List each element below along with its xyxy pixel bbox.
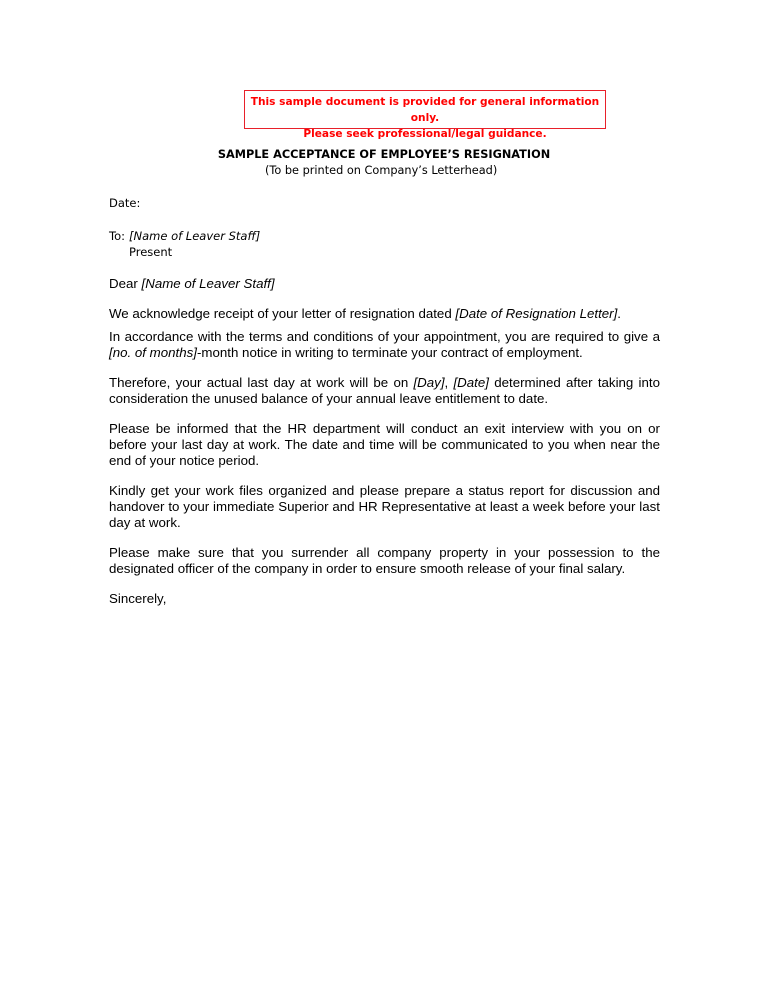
p3-text: Therefore, your actual last day at work will be on bbox=[109, 375, 414, 390]
paragraph-4: Please be informed that the HR department will conduct an exit interview with you on or before your last day at work. The date and time will be communicated to you when near the end of your notice period. bbox=[109, 421, 660, 468]
p3-sep: , bbox=[444, 375, 454, 390]
paragraph-2 bbox=[109, 329, 660, 361]
paragraph-3 bbox=[109, 375, 660, 407]
paragraph-1 bbox=[109, 306, 660, 322]
p3-day: [Day] bbox=[413, 375, 445, 390]
salutation-name: [Name of Leaver Staff] bbox=[141, 276, 275, 291]
disclaimer-line-2: Please seek professional/legal guidance. bbox=[303, 128, 547, 140]
disclaimer-line-1: This sample document is provided for general information only. bbox=[250, 96, 600, 124]
p2-placeholder: [no. of months] bbox=[109, 345, 197, 360]
p3-end: determined after taking into consideration the unused balance of your annual leave entitlement to date. bbox=[109, 375, 660, 406]
recipient-name: [Name of Leaver Staff] bbox=[129, 229, 261, 243]
p1-text: We acknowledge receipt of your letter of resignation dated bbox=[109, 306, 456, 321]
p3-date: [Date] bbox=[453, 375, 489, 390]
closing: Sincerely, bbox=[109, 591, 167, 606]
p1-placeholder: [Date of Resignation Letter] bbox=[455, 306, 618, 321]
to-label: To: bbox=[109, 229, 125, 243]
recipient-present: Present bbox=[129, 245, 173, 259]
document-subtitle: (To be printed on Company’s Letterhead) bbox=[265, 164, 498, 177]
paragraph-6: Please make sure that you surrender all company property in your possession to the designated officer of the company in order to ensure smooth release of your final salary. bbox=[109, 545, 660, 576]
p1-end: . bbox=[617, 306, 621, 321]
disclaimer-notice bbox=[244, 90, 606, 140]
document-title: SAMPLE ACCEPTANCE OF EMPLOYEE’S RESIGNATION bbox=[217, 148, 551, 161]
salutation bbox=[109, 276, 275, 292]
salutation-text: Dear bbox=[109, 276, 142, 291]
p2-text: In accordance with the terms and conditions of your appointment, you are required to give a bbox=[109, 329, 660, 344]
p2-end: -month notice in writing to terminate your contract of employment. bbox=[196, 345, 583, 360]
date-label: Date: bbox=[109, 196, 141, 210]
paragraph-5: Kindly get your work files organized and please prepare a status report for discussion and handover to your immediate Superior and HR Representative at least a week before your last day at work. bbox=[109, 483, 660, 530]
